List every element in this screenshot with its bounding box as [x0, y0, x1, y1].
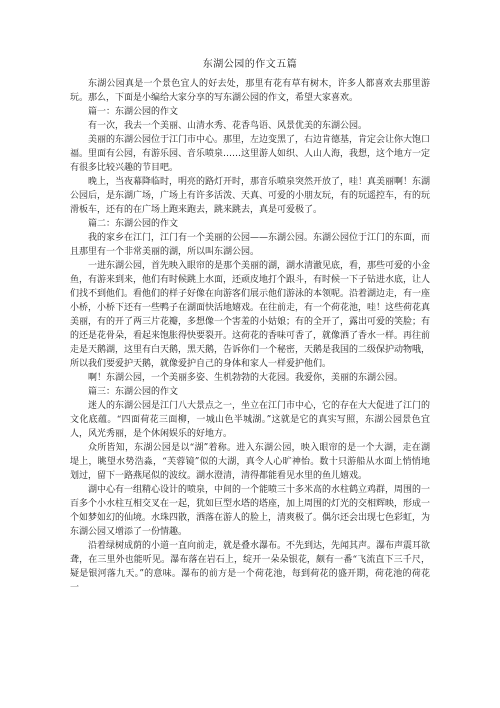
section-heading: 篇二：东湖公园的作文: [88, 219, 179, 229]
section-2: [70, 217, 430, 385]
paragraph: 迷人的东湖公园是江门八大景点之一，坐立在江门市中心，它的存在大大促进了江门的文化底蕴。“四面荷花三面柳，一城山色半城湖。”这就是它的真实写照，东湖公园景色宜人，风光秀丽，是个休闲娱乐的好地方。: [70, 401, 431, 439]
paragraph: 啊！东湖公园，一个美丽多姿、生机勃勃的大花园。我爱你，美丽的东湖公园。: [88, 373, 404, 383]
paragraph: 沿着绿树成荫的小道一直向前走，就是叠水瀑布。不先到达，先闻其声。瀑布声震耳欲聋，在三里外也能听见。瀑布落在岩石上，绽开一朵朵银花，颇有一番“飞流直下三千尺，疑是银河落九天。”的意味。瀑布的前方是一个荷花池，每到荷花的盛开期，荷花池的荷花一: [70, 541, 431, 593]
section-heading: 篇一：东湖公园的作文: [88, 107, 179, 117]
document-title: 东湖公园的作文五篇: [202, 59, 298, 70]
section-1: [70, 105, 430, 217]
section-3: [70, 385, 430, 595]
paragraph: 我的家乡在江门，江门有一个美丽的公园——东湖公园。东湖公园位于江门的东面，而且那里有一个非常美丽的湖，所以叫东湖公园。: [70, 233, 431, 257]
paragraph: 有一次，我去一个美丽、山清水秀、花香鸟语、风景优美的东湖公园。: [88, 121, 368, 131]
intro-paragraph: 东湖公园真是一个景色宜人的好去处，那里有花有草有树木，许多人都喜欢去那里游玩。那么，下面是小编给大家分享的写东湖公园的作文，希望大家喜欢。: [70, 79, 430, 103]
paragraph: 晚上，当夜幕降临时，明亮的路灯开时，那音乐喷泉突然开放了，哇！真美丽啊！东湖公园后，是东湖广场，广场上有许多活泼、天真、可爱的小朋友玩，有的玩遥控车，有的玩滑板车，还有的在广场上跑来跑去，跳来跳去，真是可爱极了。: [70, 177, 431, 215]
paragraph: 美丽的东湖公园位于江门市中心。那里，左边变黑了，右边肯德基，肯定会让你大饱口福。里面有公园，有游乐园、音乐喷泉……这里游人如织、人山人海，我想，这个地方一定有很多比较兴趣的节目吧。: [70, 135, 431, 173]
section-heading: 篇三：东湖公园的作文: [88, 387, 179, 397]
paragraph: 湖中心有一组精心设计的喷泉，中间的一个能喷三十多米高的水柱鹤立鸡群，周围的一百多个小水柱互相交叉在一起，犹如巨型水塔的塔座，加上周围的灯光的交相辉映，形成一个如梦如幻的仙境。水珠四散，洒落在游人的脸上，清爽极了。偶尔还会出现七色彩虹，为东湖公园又增添了一份情趣。: [70, 485, 431, 537]
paragraph: 众所皆知，东湖公园是以“湖”着称。进入东湖公园，映入眼帘的是一个大湖，走在湖堤上，眺望水势浩淼，“芙蓉镜”似的大湖，真令人心旷神怡。数十只游船从水面上悄悄地划过，留下一路燕尾似的波纹。湖水澄清，清得都能看见水里的鱼儿嬉戏。: [70, 443, 430, 481]
paragraph: 一进东湖公园，首先映入眼帘的是那个美丽的湖，湖水清澈见底，看，那些可爱的小金鱼，有游来到来，他们有时候跳上水面，还顽皮地打个跟斗，有时候一下子钻进水底，让人们找不到他们。看他们的样子好像在向游客们展示他们游泳的本领呢。沿着湖边走，有一座小桥，小桥下还有一些鸭子在湖面快活地嬉戏。在往前走，有一个荷花池，哇！这些荷花真美丽，有的开了两三片花瓣，多想像一个害羞的小姑娘；有的全开了，露出可爱的笑脸；有的还是花骨朵，看起来饱胀得快要裂开。这荷花的香味可香了，就像洒了香水一样。再往前走是天鹅湖，这里有白天鹅，黑天鹅，告诉你们一个秘密，天鹅是我国的二级保护动物哦，所以我们要爱护天鹅，就像爱护自己的身体和家人一样爱护他们。: [70, 261, 431, 369]
